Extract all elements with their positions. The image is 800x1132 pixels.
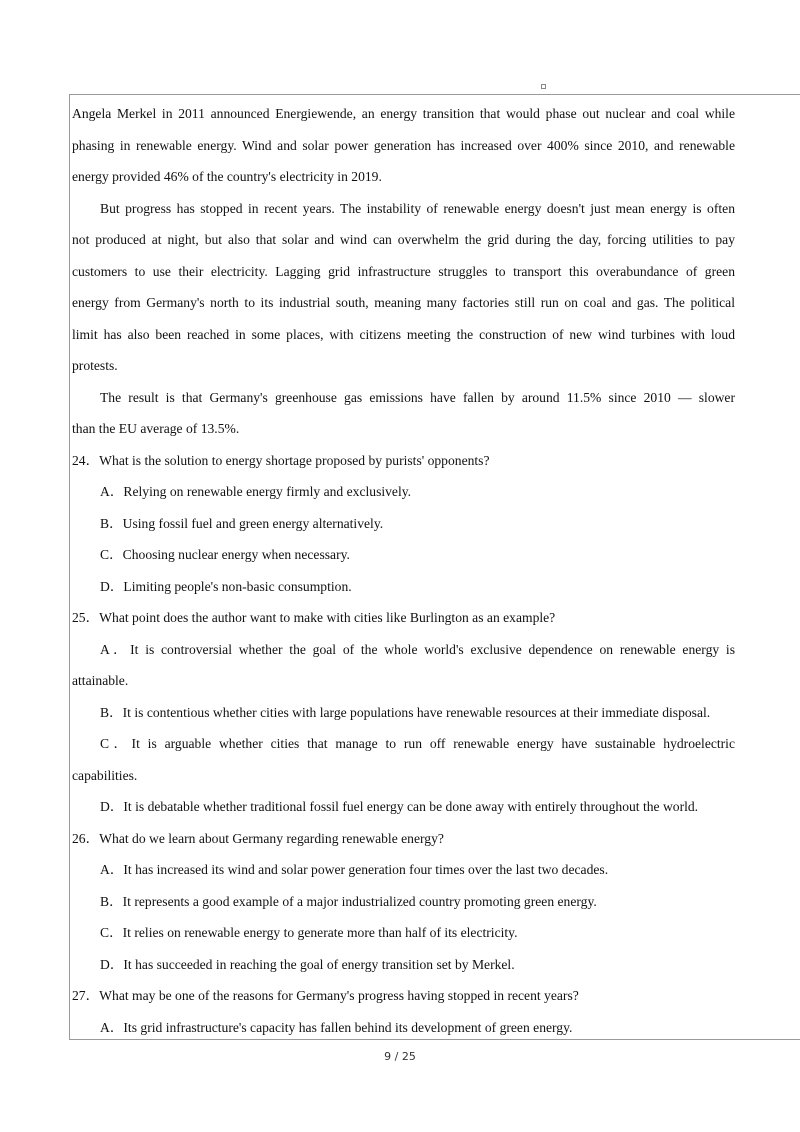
passage-line: energy from Germany's north to its industrial south, meaning many factories still run on coal and gas. The political — [72, 295, 735, 310]
question-stem: 26．What do we learn about Germany regarding renewable energy? — [72, 830, 444, 846]
answer-option-a[interactable]: A．Its grid infrastructure's capacity has fallen behind its development of green energy. — [100, 1019, 573, 1035]
answer-option-b[interactable]: B．It is contentious whether cities with large populations have renewable resources at their immediate disposal. — [100, 704, 711, 720]
passage-line: limit has also been reached in some places, with citizens meeting the construction of new wind turbines with loud — [72, 326, 735, 342]
passage-line: Angela Merkel in 2011 announced Energiewende, an energy transition that would phase out nuclear and coal while — [72, 106, 735, 121]
question-stem: 24．What is the solution to energy shortage proposed by purists' opponents? — [72, 452, 490, 468]
answer-option-a[interactable]: A．Relying on renewable energy firmly and exclusively. — [100, 484, 412, 499]
answer-option-d[interactable]: D．It has succeeded in reaching the goal of energy transition set by Merkel. — [100, 956, 515, 972]
passage-line: not produced at night, but also that solar and wind can overwhelm the grid during the day, forcing utilities to pay — [72, 232, 735, 247]
passage-line: The result is that Germany's greenhouse gas emissions have fallen by around 11.5% since 2010 — slower — [100, 389, 735, 405]
question-stem: 25．What point does the author want to make with cities like Burlington as an example? — [72, 610, 556, 625]
question-27 — [72, 980, 735, 1043]
reading-passage — [72, 98, 735, 445]
answer-option-c[interactable]: C．It is arguable whether cities that manage to run off renewable energy have sustainable hydroelectric — [100, 736, 735, 751]
passage-line: But progress has stopped in recent years. The instability of renewable energy doesn't just mean energy is often — [100, 200, 735, 216]
answer-option-d[interactable]: D．Limiting people's non-basic consumption. — [100, 578, 352, 594]
page-number: 9 / 25 — [384, 1050, 416, 1063]
question-26 — [72, 823, 735, 981]
passage-line: than the EU average of 13.5%. — [72, 421, 240, 436]
answer-option-d[interactable]: D．It is debatable whether traditional fossil fuel energy can be done away with entirely throughout the world. — [100, 799, 699, 814]
passage-line: energy provided 46% of the country's electricity in 2019. — [72, 169, 382, 184]
document-body — [72, 98, 735, 1043]
question-stem: 27．What may be one of the reasons for Germany's progress having stopped in recent years? — [72, 988, 579, 1003]
answer-option-c[interactable]: C．Choosing nuclear energy when necessary. — [100, 547, 350, 562]
question-25 — [72, 602, 735, 823]
answer-option-b[interactable]: B．It represents a good example of a major industrialized country promoting green energy. — [100, 893, 597, 909]
answer-option-a-continued[interactable]: attainable. — [72, 673, 129, 688]
answer-option-a[interactable]: A．It has increased its wind and solar power generation four times over the last two decades. — [100, 862, 609, 877]
answer-option-c[interactable]: C．It relies on renewable energy to generate more than half of its electricity. — [100, 925, 518, 940]
passage-line: protests. — [72, 358, 118, 373]
question-24 — [72, 445, 735, 603]
answer-option-c-continued[interactable]: capabilities. — [72, 767, 138, 783]
answer-option-a[interactable]: A．It is controversial whether the goal of the whole world's exclusive dependence on renewable energy is — [100, 641, 735, 657]
header-marker — [541, 84, 546, 89]
passage-line: phasing in renewable energy. Wind and solar power generation has increased over 400% since 2010, and renewable — [72, 137, 735, 153]
answer-option-b[interactable]: B．Using fossil fuel and green energy alternatively. — [100, 515, 384, 531]
passage-line: customers to use their electricity. Lagging grid infrastructure struggles to transport this overabundance of green — [72, 263, 735, 279]
